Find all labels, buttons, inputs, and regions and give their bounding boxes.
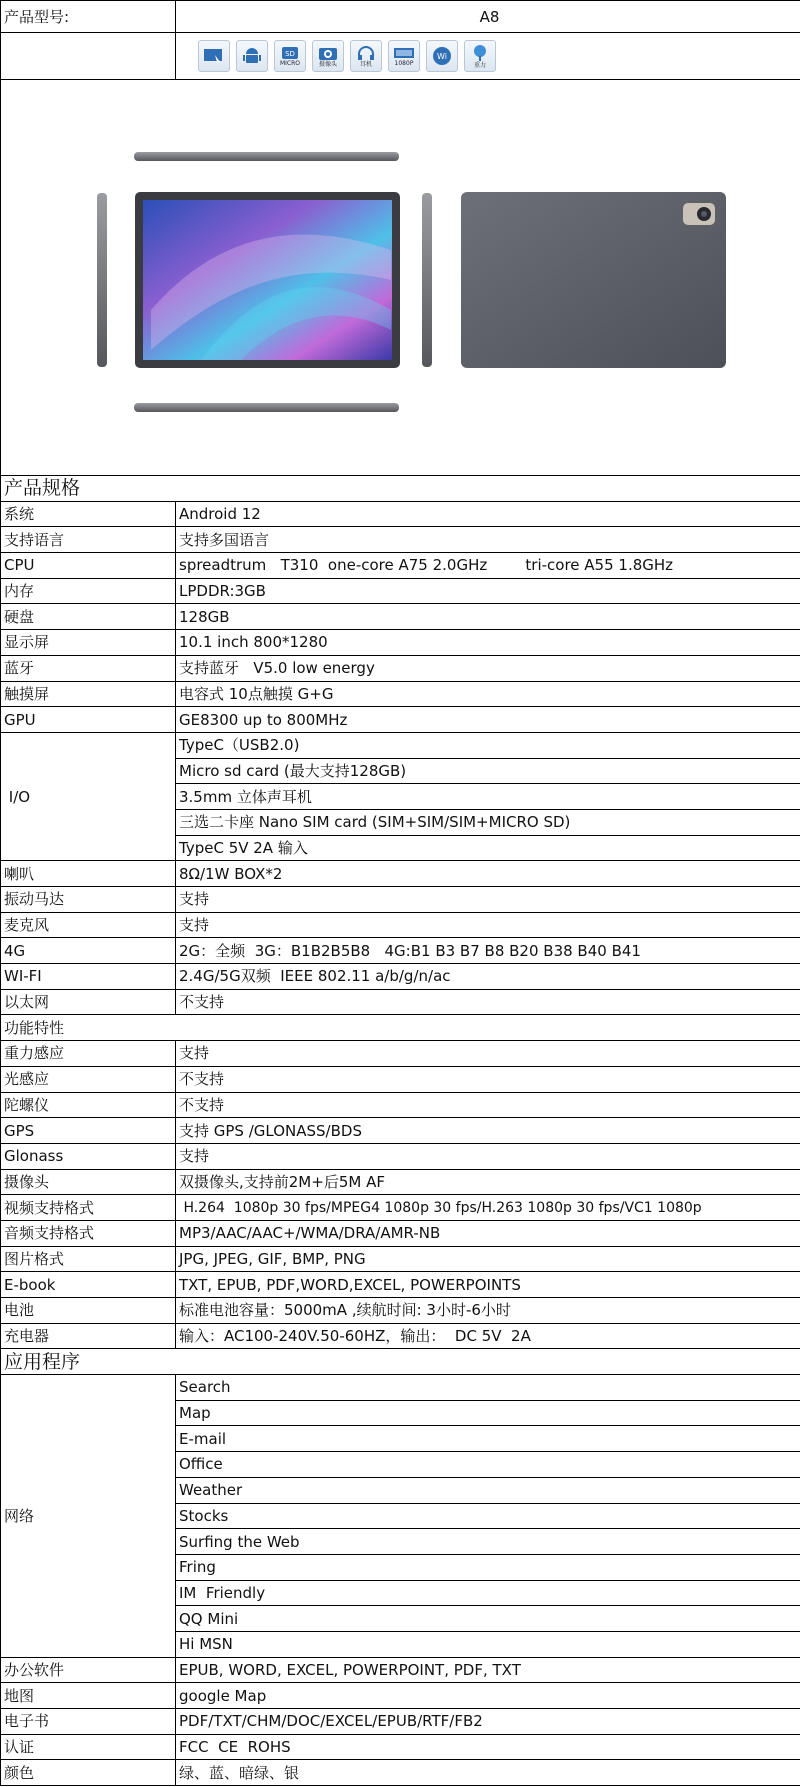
spec-label: 触摸屏: [1, 681, 176, 707]
spec-value: LPDDR:3GB: [176, 578, 800, 604]
network-app: Office: [176, 1452, 800, 1478]
spec-row: [1, 527, 800, 553]
app-label: 颜色: [1, 1760, 176, 1786]
spec-value: 2G：全频 3G：B1B2B5B8 4G:B1 B3 B7 B8 B20 B38 B40 B41: [176, 938, 800, 964]
app-row: [1, 1657, 800, 1683]
tablet-top-edge: [134, 152, 399, 161]
app-value: PDF/TXT/CHM/DOC/EXCEL/EPUB/RTF/FB2: [176, 1709, 800, 1735]
network-app: Map: [176, 1400, 800, 1426]
feature-value: 不支持: [176, 1066, 800, 1092]
spec-value: 支持: [176, 887, 800, 913]
feature-value: MP3/AAC/AAC+/WMA/DRA/AMR-NB: [176, 1220, 800, 1246]
spec-row: [1, 655, 800, 681]
feature-label: E-book: [1, 1272, 176, 1298]
model-row: [1, 1, 800, 33]
feature-value: 标准电池容量：5000mA ,续航时间: 3小时-6小时: [176, 1298, 800, 1324]
spec-row: [1, 707, 800, 733]
icons-row: [1, 33, 800, 80]
section-title-specs: 产品规格: [1, 476, 800, 502]
spec-value: GE8300 up to 800MHz: [176, 707, 800, 733]
app-label: 办公软件: [1, 1657, 176, 1683]
network-app: Surfing the Web: [176, 1529, 800, 1555]
spec-value: 支持: [176, 912, 800, 938]
spec-row: [1, 938, 800, 964]
touch-screen-icon: [198, 40, 230, 72]
spec-label: 麦克风: [1, 912, 176, 938]
feature-label: 电池: [1, 1298, 176, 1324]
app-label: 地图: [1, 1683, 176, 1709]
spec-value: 128GB: [176, 604, 800, 630]
feature-value: H.264 1080p 30 fps/MPEG4 1080p 30 fps/H.263 1080p 30 fps/VC1 1080p: [176, 1195, 800, 1221]
feature-value: TXT, EPUB, PDF,WORD,EXCEL, POWERPOINTS: [176, 1272, 800, 1298]
hd-1080p-icon: 1080P: [388, 40, 420, 72]
network-app: Stocks: [176, 1503, 800, 1529]
feature-row: [1, 1195, 800, 1221]
feature-row: [1, 1246, 800, 1272]
headphone-icon: 耳机: [350, 40, 382, 72]
feature-value: 支持: [176, 1143, 800, 1169]
feature-row: [1, 1169, 800, 1195]
spec-label: 系统: [1, 501, 176, 527]
network-app: Search: [176, 1375, 800, 1401]
network-label: 网络: [1, 1375, 176, 1658]
product-photo-row: [1, 80, 800, 476]
io-value: 3.5mm 立体声耳机: [176, 784, 800, 810]
io-row: [1, 732, 800, 758]
feature-value: JPG, JPEG, GIF, BMP, PNG: [176, 1246, 800, 1272]
section-specs-row: [1, 476, 800, 502]
network-app-row: [1, 1375, 800, 1401]
features-heading: 功能特性: [1, 1015, 800, 1041]
feature-row: [1, 1298, 800, 1324]
spec-row: [1, 501, 800, 527]
spec-row: [1, 604, 800, 630]
network-app: Hi MSN: [176, 1631, 800, 1657]
spec-label: 4G: [1, 938, 176, 964]
tablet-bottom-edge: [134, 403, 399, 412]
spec-row: [1, 989, 800, 1015]
spec-row: [1, 681, 800, 707]
spec-row: [1, 630, 800, 656]
network-app: Fring: [176, 1554, 800, 1580]
app-row: [1, 1683, 800, 1709]
tablet-left-edge: [97, 193, 107, 367]
feature-value: 输入：AC100-240V.50-60HZ，输出： DC 5V 2A: [176, 1323, 800, 1349]
feature-icons-strip: [176, 34, 800, 78]
feature-label: 重力感应: [1, 1041, 176, 1067]
spec-row: [1, 578, 800, 604]
feature-row: [1, 1323, 800, 1349]
app-label: 认证: [1, 1734, 176, 1760]
feature-value: 支持 GPS /GLONASS/BDS: [176, 1118, 800, 1144]
spec-label: CPU: [1, 553, 176, 579]
network-app: IM Friendly: [176, 1580, 800, 1606]
camera-icon: 摄像头: [312, 40, 344, 72]
section-apps-row: [1, 1349, 800, 1375]
spec-label: 内存: [1, 578, 176, 604]
network-app: QQ Mini: [176, 1606, 800, 1632]
io-value: TypeC（USB2.0): [176, 732, 800, 758]
spec-label: 以太网: [1, 989, 176, 1015]
app-row: [1, 1734, 800, 1760]
spec-label: 显示屏: [1, 630, 176, 656]
feature-value: 支持: [176, 1041, 800, 1067]
feature-row: [1, 1092, 800, 1118]
spec-label: WI-FI: [1, 964, 176, 990]
product-photo: [1, 80, 800, 476]
feature-label: 光感应: [1, 1066, 176, 1092]
spec-value: 不支持: [176, 989, 800, 1015]
feature-label: GPS: [1, 1118, 176, 1144]
tablet-illustration: [1, 80, 800, 476]
feature-row: [1, 1118, 800, 1144]
app-value: google Map: [176, 1683, 800, 1709]
network-app: Weather: [176, 1477, 800, 1503]
section-title-apps: 应用程序: [1, 1349, 800, 1375]
spec-row: [1, 887, 800, 913]
feature-label: 摄像头: [1, 1169, 176, 1195]
io-value: 三选二卡座 Nano SIM card (SIM+SIM/SIM+MICRO SD): [176, 809, 800, 835]
io-label: I/O: [1, 732, 176, 860]
model-label: 产品型号:: [1, 1, 176, 33]
spec-value: 支持多国语言: [176, 527, 800, 553]
app-value: EPUB, WORD, EXCEL, POWERPOINT, PDF, TXT: [176, 1657, 800, 1683]
spec-label: 振动马达: [1, 887, 176, 913]
spec-value: 10.1 inch 800*1280: [176, 630, 800, 656]
spec-value: Android 12: [176, 501, 800, 527]
spec-value: spreadtrum T310 one-core A75 2.0GHz tri-core A55 1.8GHz: [176, 553, 800, 579]
svg-text:Wi: Wi: [437, 52, 447, 61]
app-row: [1, 1709, 800, 1735]
io-value: Micro sd card (最大支持128GB): [176, 758, 800, 784]
micro-sd-icon: SD MICRO: [274, 40, 306, 72]
app-row: [1, 1760, 800, 1786]
feature-row: [1, 1066, 800, 1092]
spec-value: 2.4G/5G双频 IEEE 802.11 a/b/g/n/ac: [176, 964, 800, 990]
spec-value: 8Ω/1W BOX*2: [176, 861, 800, 887]
feature-label: Glonass: [1, 1143, 176, 1169]
spec-label: 硬盘: [1, 604, 176, 630]
tablet-right-edge: [422, 193, 432, 367]
feature-value: 不支持: [176, 1092, 800, 1118]
feature-label: 图片格式: [1, 1246, 176, 1272]
feature-row: [1, 1041, 800, 1067]
feature-label: 音频支持格式: [1, 1220, 176, 1246]
wifi-icon: [426, 40, 458, 72]
model-value: A8: [176, 1, 800, 33]
feature-row: [1, 1220, 800, 1246]
spec-value: 支持蓝牙 V5.0 low energy: [176, 655, 800, 681]
spec-row: [1, 861, 800, 887]
io-value: TypeC 5V 2A 输入: [176, 835, 800, 861]
spec-label: 支持语言: [1, 527, 176, 553]
feature-value: 双摄像头,支持前2M+后5M AF: [176, 1169, 800, 1195]
spec-value: 电容式 10点触摸 G+G: [176, 681, 800, 707]
feature-label: 陀螺仪: [1, 1092, 176, 1118]
spec-label: 喇叭: [1, 861, 176, 887]
feature-row: [1, 1272, 800, 1298]
gravity-sensor-icon: 重力: [464, 40, 496, 72]
spec-label: GPU: [1, 707, 176, 733]
feature-label: 视频支持格式: [1, 1195, 176, 1221]
network-app: E-mail: [176, 1426, 800, 1452]
spec-row: [1, 553, 800, 579]
svg-text:SD: SD: [285, 49, 295, 58]
feature-row: [1, 1143, 800, 1169]
feature-label: 充电器: [1, 1323, 176, 1349]
spec-row: [1, 912, 800, 938]
spec-row: [1, 964, 800, 990]
app-value: 绿、蓝、暗绿、银: [176, 1760, 800, 1786]
features-heading-row: [1, 1015, 800, 1041]
app-value: FCC CE ROHS: [176, 1734, 800, 1760]
spec-label: 蓝牙: [1, 655, 176, 681]
app-label: 电子书: [1, 1709, 176, 1735]
android-icon: [236, 40, 268, 72]
